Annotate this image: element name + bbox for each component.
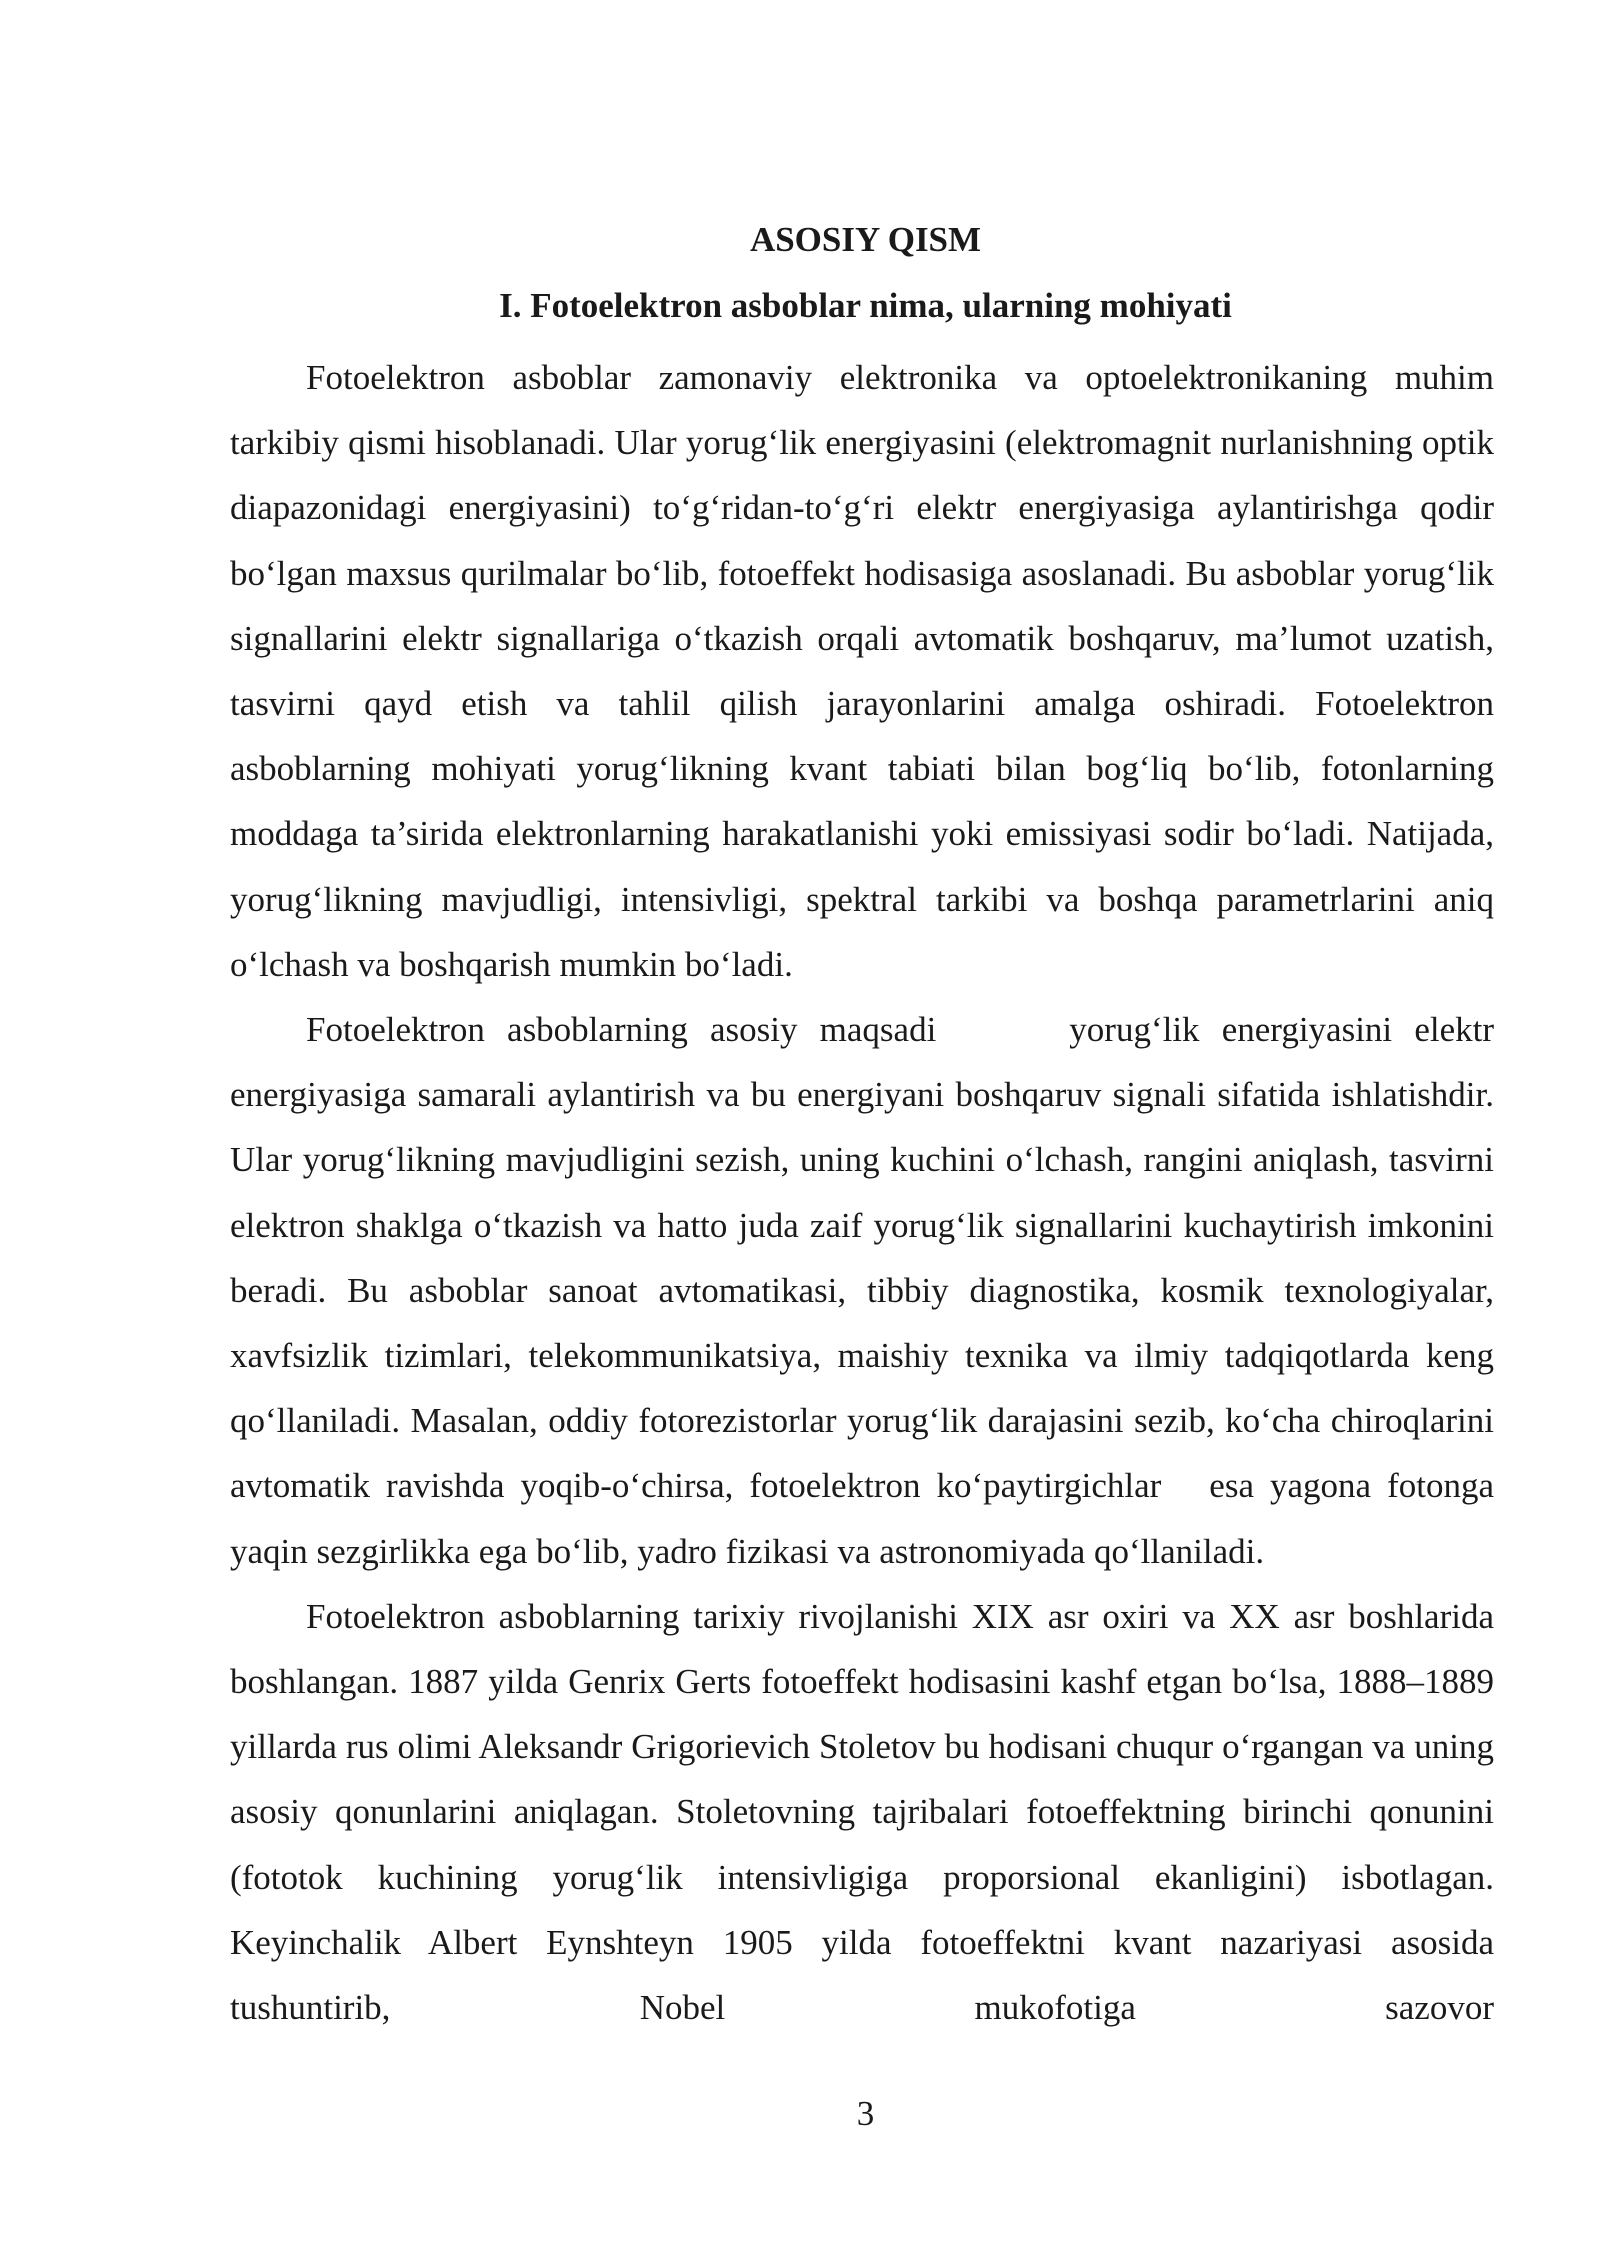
body-text [230,345,1503,2040]
chapter-title: I. Fotoelektron asboblar nima, ularning mohiyati [499,286,1232,325]
paragraph-2: Fotoelektron asboblarning asosiy maqsadi yorug‘lik energiyasini elektr energiyasiga samarali aylantirish va bu energiyani boshqaruv signali sifatida ishlatishdir. Ular yorug‘likning mavjudligini sezish, uning kuchini o‘lchash, rangini aniqlash, tasvirni elektron shaklga o‘tkazish va hatto juda zaif yorug‘lik signallarini kuchaytirish imkonini beradi. Bu asboblar sanoat avtomatikasi, tibbiy diagnostika, kosmik texnologiyalar, xavfsizlik tizimlari, telekommunikatsiya, maishiy texnika va ilmiy tadqiqotlarda keng qo‘llaniladi. Masalan, oddiy fotorezistorlar yorug‘lik darajasini sezib, ko‘cha chiroqlarini avtomatik ravishda yoqib-o‘chirsa, fotoelektron ko‘paytirgichlar esa yagona fotonga yaqin sezgirlikka ega bo‘lib, yadro fizikasi va astronomiyada qo‘llaniladi. [230,1010,1503,1571]
paragraph-1: Fotoelektron asboblar zamonaviy elektronika va optoelektronikaning muhim tarkibiy qismi hisoblanadi. Ular yorug‘lik energiyasini (elektromagnit nurlanishning optik diapazonidagi energiyasini) to‘g‘ridan-to‘g‘ri elektr energiyasiga aylantirishga qodir bo‘lgan maxsus qurilmalar bo‘lib, fotoeffekt hodisasiga asoslanadi. Bu asboblar yorug‘lik signallarini elektr signallariga o‘tkazish orqali avtomatik boshqaruv, ma’lumot uzatish, tasvirni qayd etish va tahlil qilish jarayonlarini amalga oshiradi. Fotoelektron asboblarning mohiyati yorug‘likning kvant tabiati bilan bog‘liq bo‘lib, fotonlarning moddaga ta’sirida elektronlarning harakatlanishi yoki emissiyasi sodir bo‘ladi. Natijada, yorug‘likning mavjudligi, intensivligi, spektral tarkibi va boshqa parametrlarini aniq o‘lchash va boshqarish mumkin bo‘ladi. [230,358,1494,984]
page-number: 3 [856,2094,875,2133]
paragraph-3: Fotoelektron asboblarning tarixiy rivojlanishi XIX asr oxiri va XX asr boshlarida boshlangan. 1887 yilda Genrix Gerts fotoeffekt hodisasini kashf etgan bo‘lsa, 1888–1889 yillarda rus olimi Aleksandr Grigorievich Stoletov bu hodisani chuqur o‘rgangan va uning asosiy qonunlarini aniqlagan. Stoletovning tajribalari fotoeffektning birinchi qonunini (fototok kuchining yorug‘lik intensivligiga proporsional ekanligini) isbotlagan. Keyinchalik Albert Eynshteyn 1905 yilda fotoeffektni kvant nazariyasi asosida tushuntirib, Nobel mukofotiga sazovor [230,1596,1494,2028]
section-heading: ASOSIY QISM [749,220,982,259]
